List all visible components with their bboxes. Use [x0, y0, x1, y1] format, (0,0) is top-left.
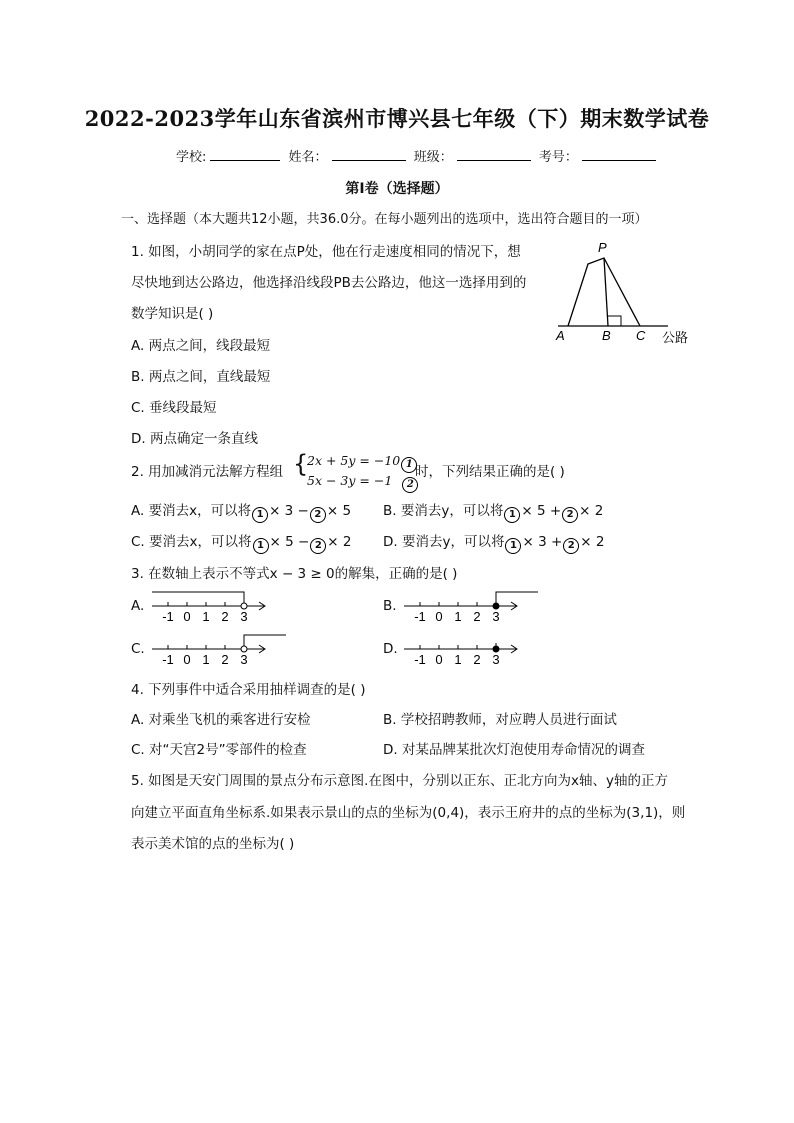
tick-label: 2	[221, 609, 229, 624]
tick-label: -1	[414, 652, 426, 667]
tick-label: 0	[183, 652, 191, 667]
solution-ray	[152, 592, 244, 603]
q2-prefix: 2. 用加减消元法解方程组	[131, 464, 284, 480]
tick-label: 3	[492, 609, 500, 624]
q4-option-c[interactable]: C. 对“天宫2号”零部件的检查	[131, 742, 307, 758]
part-heading: 一、选择题（本大题共12小题，共36.0分。在每小题列出的选项中，选出符合题目的一项）	[121, 212, 648, 227]
name-blank[interactable]	[332, 148, 406, 161]
q4-text: 4. 下列事件中适合采用抽样调查的是( )	[131, 682, 366, 698]
q1-line1: 1. 如图，小胡同学的家在点P处，他在行走速度相同的情况下，想	[131, 244, 521, 260]
hollow-point-icon	[241, 646, 247, 652]
q3-text: 3. 在数轴上表示不等式x − 3 ≥ 0的解集，正确的是( )	[131, 566, 458, 582]
circled-2-icon: 2	[563, 538, 579, 554]
q2-eq2: 5x − 3y = −1	[307, 473, 393, 488]
student-info-line	[176, 146, 660, 165]
tick-label: 2	[221, 652, 229, 667]
exam-no-label: 考号：	[538, 150, 578, 165]
label-c: C	[636, 328, 646, 343]
q2-suffix: 时，下列结果正确的是( )	[415, 464, 565, 480]
solid-point-icon	[493, 646, 499, 652]
number-line-a[interactable]	[148, 588, 288, 626]
q1-option-b[interactable]: B. 两点之间，直线最短	[131, 369, 271, 385]
tick-label: 1	[202, 652, 210, 667]
number-line-d[interactable]	[400, 631, 540, 669]
q2-option-c[interactable]: C. 要消去x，可以将 1 × 5 − 2 × 2	[131, 530, 352, 554]
circled-2-icon: 2	[310, 538, 326, 554]
q1-option-a[interactable]: A. 两点之间，线段最短	[131, 338, 271, 354]
number-line-c[interactable]	[148, 631, 288, 669]
circled-2-icon: 2	[402, 477, 418, 493]
solid-point-icon	[493, 603, 499, 609]
exam-no-blank[interactable]	[582, 148, 656, 161]
tick-label: 3	[240, 609, 248, 624]
circled-2-icon: 2	[562, 507, 578, 523]
tick-label: -1	[162, 609, 174, 624]
page-title: 2022-2023学年山东省滨州市博兴县七年级（下）期末数学试卷	[84, 106, 710, 131]
q1-line2: 尽快地到达公路边，他选择沿线段PB去公路边，他这一选择用到的	[131, 275, 527, 291]
q5-line3: 表示美术馆的点的坐标为( )	[131, 836, 295, 852]
tick-label: 1	[454, 652, 462, 667]
label-p: P	[598, 240, 607, 255]
school-label: 学校:	[176, 150, 207, 165]
solution-ray	[496, 592, 538, 603]
tick-label: -1	[414, 609, 426, 624]
circled-2-icon: 2	[310, 507, 326, 523]
solution-ray	[244, 635, 286, 646]
right-angle-mark	[608, 316, 621, 326]
school-blank[interactable]	[210, 148, 280, 161]
q2-brace: {	[293, 450, 309, 478]
q2-option-b[interactable]: B. 要消去y，可以将 1 × 5 + 2 × 2	[383, 499, 603, 523]
label-road: 公路	[662, 330, 689, 345]
tick-label: 1	[454, 609, 462, 624]
tick-label: 3	[240, 652, 248, 667]
tick-label: 3	[492, 652, 500, 667]
q1-option-d[interactable]: D. 两点确定一条直线	[131, 431, 258, 447]
tick-label: 0	[435, 652, 443, 667]
q2-system	[307, 453, 419, 493]
tick-label: 0	[435, 609, 443, 624]
name-label: 姓名：	[288, 150, 328, 165]
tick-label: 1	[202, 609, 210, 624]
hollow-point-icon	[241, 603, 247, 609]
tick-label: 2	[473, 652, 481, 667]
q3-label-d[interactable]: D.	[383, 641, 398, 657]
class-blank[interactable]	[457, 148, 531, 161]
q1-figure	[550, 236, 700, 348]
circled-1-icon: 1	[253, 538, 269, 554]
number-line-b[interactable]	[400, 588, 540, 626]
q5-line2: 向建立平面直角坐标系.如果表示景山的点的坐标为(0,4)，表示王府井的点的坐标为(3,1)，则	[131, 805, 686, 821]
q3-label-b[interactable]: B.	[383, 598, 397, 614]
q2-option-a[interactable]: A. 要消去x，可以将 1 × 3 − 2 × 5	[131, 499, 351, 523]
q1-line3: 数学知识是( )	[131, 306, 214, 322]
q3-label-a[interactable]: A.	[131, 598, 145, 614]
q3-label-c[interactable]: C.	[131, 641, 145, 657]
q4-option-a[interactable]: A. 对乘坐飞机的乘客进行安检	[131, 712, 311, 728]
q1-option-c[interactable]: C. 垂线段最短	[131, 400, 217, 416]
q2-line	[131, 460, 283, 480]
q5-line1: 5. 如图是天安门周围的景点分布示意图.在图中，分别以正东、正北方向为x轴、y轴的正方	[131, 773, 668, 789]
circled-1-icon: 1	[504, 507, 520, 523]
tick-label: -1	[162, 652, 174, 667]
q4-option-d[interactable]: D. 对某品牌某批次灯泡使用寿命情况的调查	[383, 742, 645, 758]
q2-eq1: 2x + 5y = −10	[307, 453, 401, 468]
segment-pb	[604, 258, 608, 326]
section-title: 第I卷（选择题）	[345, 181, 449, 197]
class-label: 班级：	[413, 150, 453, 165]
tick-label: 2	[473, 609, 481, 624]
label-b: B	[602, 328, 611, 343]
label-a: A	[556, 328, 565, 343]
circled-1-icon: 1	[252, 507, 268, 523]
q4-option-b[interactable]: B. 学校招聘教师，对应聘人员进行面试	[383, 712, 617, 728]
q2-option-d[interactable]: D. 要消去y，可以将 1 × 3 + 2 × 2	[383, 530, 604, 554]
tick-label: 0	[183, 609, 191, 624]
circled-1-icon: 1	[401, 457, 417, 473]
circled-1-icon: 1	[505, 538, 521, 554]
